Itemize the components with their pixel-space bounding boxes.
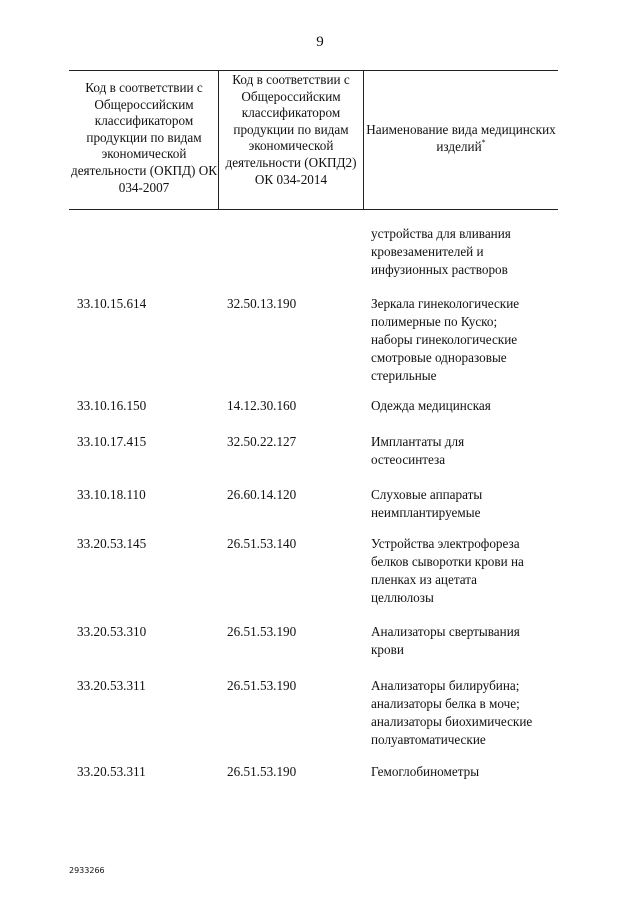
cell-okpd2: 32.50.22.127	[227, 434, 297, 449]
cell-device-name: смотровые одноразовые	[371, 350, 507, 365]
cell-device-name: Устройства электрофореза	[371, 536, 520, 551]
cell-okpd: 33.10.16.150	[77, 398, 147, 413]
cell-device-name: неимплантируемые	[371, 505, 481, 520]
cell-device-name: белков сыворотки крови на	[371, 554, 524, 569]
cell-device-name: Анализаторы свертывания	[371, 624, 520, 639]
cell-okpd2: 26.51.53.190	[227, 624, 297, 639]
document-id: 2933266	[69, 866, 105, 875]
cell-device-name: Гемоглобинометры	[371, 764, 480, 779]
cell-okpd2: 26.60.14.120	[227, 487, 297, 502]
footnote-mark: *	[481, 137, 486, 147]
cell-okpd2: 26.51.53.140	[227, 536, 297, 551]
cell-okpd: 33.10.17.415	[77, 434, 147, 449]
cell-okpd: 33.20.53.310	[77, 624, 147, 639]
continuation-line: устройства для вливания	[371, 226, 511, 241]
header-device-name-text: Наименование вида медицинских изделий	[366, 122, 556, 154]
cell-okpd2: 26.51.53.190	[227, 678, 297, 693]
cell-device-name: крови	[371, 642, 404, 657]
cell-device-name: Анализаторы билирубина;	[371, 678, 520, 693]
cell-device-name: анализаторы биохимические	[371, 714, 533, 729]
continuation-line: кровезаменителей и	[371, 244, 484, 259]
cell-device-name: анализаторы белка в моче;	[371, 696, 520, 711]
header-device-name	[364, 122, 558, 155]
cell-okpd: 33.10.15.614	[77, 296, 147, 311]
cell-device-name: Слуховые аппараты	[371, 487, 483, 502]
continuation-line: инфузионных растворов	[371, 262, 508, 277]
cell-device-name: целлюлозы	[371, 590, 434, 605]
cell-okpd2: 32.50.13.190	[227, 296, 297, 311]
table-header-bottom-rule	[69, 209, 558, 210]
cell-device-name: стерильные	[371, 368, 437, 383]
cell-device-name: Зеркала гинекологические	[371, 296, 520, 311]
cell-device-name: пленках из ацетата	[371, 572, 478, 587]
cell-device-name: Одежда медицинская	[371, 398, 491, 413]
cell-device-name: полимерные по Куско;	[371, 314, 498, 329]
cell-okpd: 33.20.53.311	[77, 678, 146, 693]
cell-okpd2: 14.12.30.160	[227, 398, 297, 413]
cell-device-name: наборы гинекологические	[371, 332, 518, 347]
page-number: 9	[316, 34, 324, 50]
cell-okpd: 33.10.18.110	[77, 487, 146, 502]
header-okpd2: Код в соответствии с Общероссийским классификатором продукции по видам экономической деятельности (ОКПД2) ОК 034-2014	[225, 72, 357, 187]
header-okpd: Код в соответствии с Общероссийским классификатором продукции по видам экономической деятельности (ОКПД) ОК 034-2007	[70, 80, 218, 195]
cell-device-name: остеосинтеза	[371, 452, 446, 467]
cell-okpd: 33.20.53.311	[77, 764, 146, 779]
cell-okpd: 33.20.53.145	[77, 536, 147, 551]
table-top-rule	[69, 70, 558, 71]
cell-device-name: полуавтоматические	[371, 732, 486, 747]
cell-device-name: Имплантаты для	[371, 434, 465, 449]
cell-okpd2: 26.51.53.190	[227, 764, 297, 779]
